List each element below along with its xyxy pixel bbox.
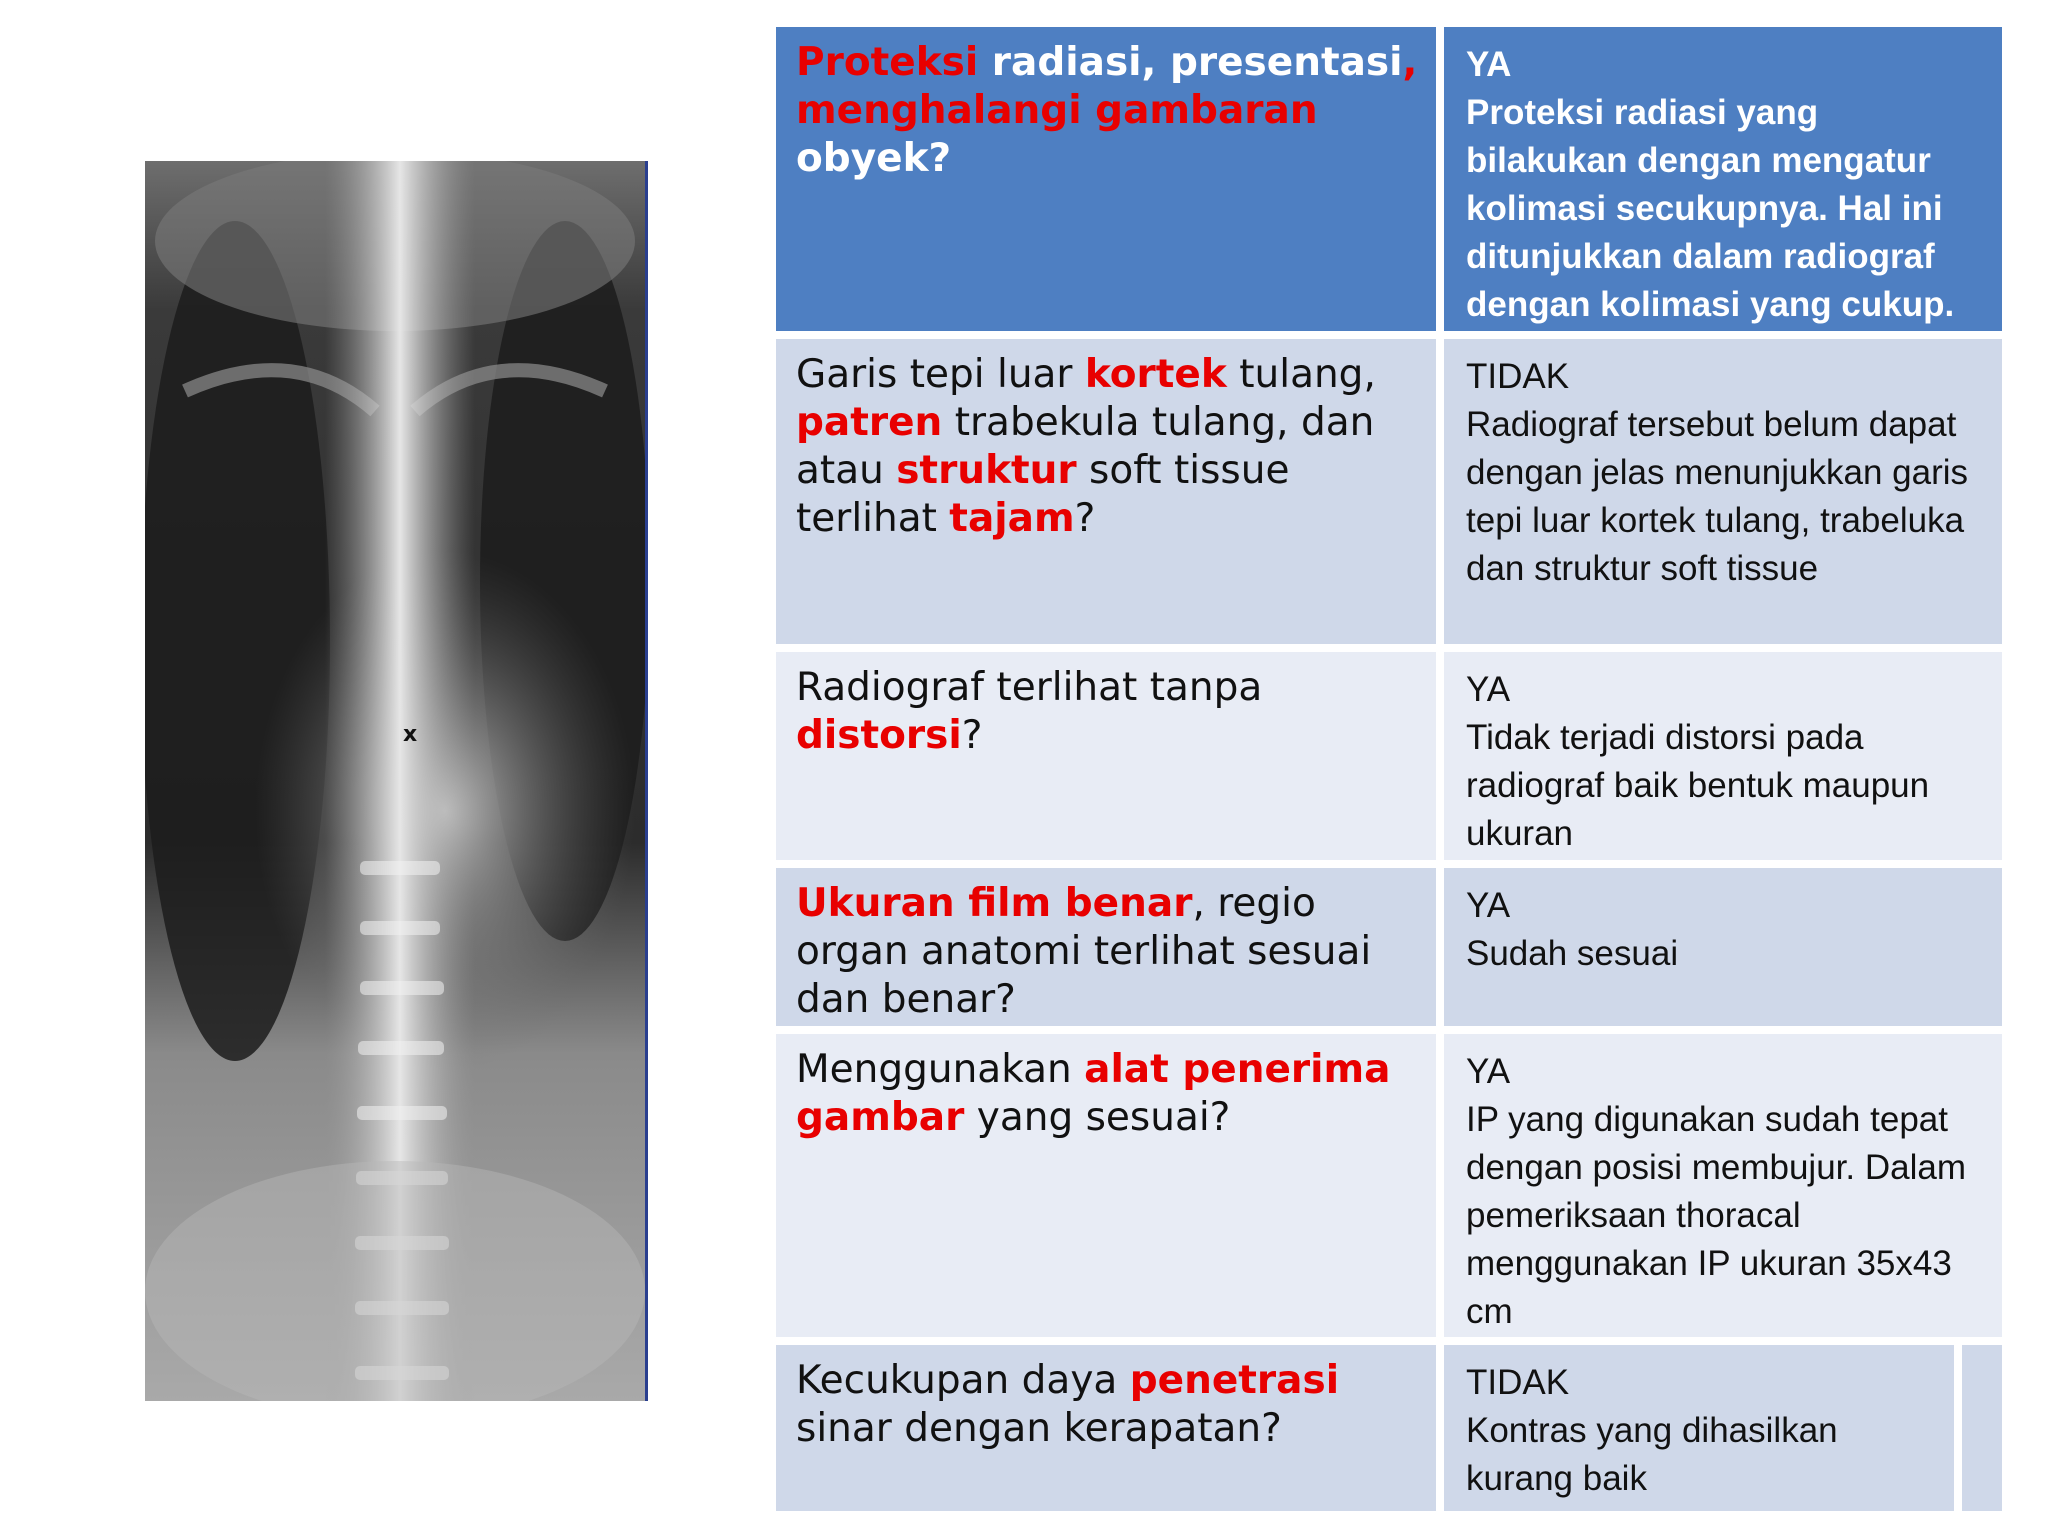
table-row <box>776 339 2002 652</box>
question-text: ? <box>961 713 983 758</box>
answer-text: Proteksi radiasi yang bilakukan dengan mengatur kolimasi secukupnya. Hal ini ditunjukkan dalam radiograf dengan kolimasi yang cukup. <box>1466 93 1955 324</box>
table-row <box>776 652 2002 868</box>
question-text: patren <box>796 400 943 445</box>
question-text: sinar dengan kerapatan? <box>796 1406 1282 1451</box>
answer-text: Radiograf tersebut belum dapat dengan jelas menunjukkan garis tepi luar kortek tulang, trabeluka dan struktur soft tissue <box>1466 405 1968 588</box>
chest-xray-image <box>145 161 648 1401</box>
question-text: obyek? <box>796 136 952 181</box>
verdict-label: TIDAK <box>1466 1363 1570 1402</box>
verdict-label: YA <box>1466 886 1511 925</box>
question-text: Kecukupan daya <box>796 1358 1130 1403</box>
question-text: kortek <box>1084 352 1227 397</box>
question-text: penetrasi <box>1129 1358 1340 1403</box>
question-text: ? <box>1074 496 1096 541</box>
question-text: Proteksi <box>796 40 979 85</box>
question-text: Radiograf terlihat tanpa <box>796 665 1263 710</box>
question-text: tajam <box>949 496 1075 541</box>
answer-cell <box>1444 868 2002 1026</box>
question-text: distorsi <box>796 713 962 758</box>
question-cell <box>776 27 1444 331</box>
question-text: yang sesuai? <box>964 1095 1231 1140</box>
question-text: radiasi, presentasi <box>978 40 1403 85</box>
answer-cell <box>1444 339 2002 644</box>
answer-cell <box>1444 652 2002 860</box>
answer-cell <box>1444 1345 1954 1511</box>
table-row <box>776 1034 2002 1345</box>
answer-cell <box>1444 1034 2002 1337</box>
question-cell <box>776 1034 1444 1337</box>
column-divider <box>1954 1345 1962 1511</box>
verdict-label: YA <box>1466 45 1512 84</box>
verdict-label: TIDAK <box>1466 357 1570 396</box>
answer-text: IP yang digunakan sudah tepat dengan posisi membujur. Dalam pemeriksaan thoracal menggunakan IP ukuran 35x43 cm <box>1466 1100 1966 1331</box>
answer-text: Sudah sesuai <box>1466 934 1679 973</box>
question-text: Menggunakan <box>796 1047 1085 1092</box>
table-row <box>776 868 2002 1034</box>
question-cell <box>776 868 1444 1026</box>
answer-text: Tidak terjadi distorsi pada radiograf baik bentuk maupun ukuran <box>1466 718 1930 853</box>
question-text: tulang, <box>1226 352 1376 397</box>
question-text: , regio organ anatomi terlihat sesuai dan benar? <box>796 881 1372 1022</box>
question-text: struktur <box>896 448 1077 493</box>
question-text: , menghalangi gambaran <box>796 40 1418 133</box>
answer-cell <box>1444 27 2002 331</box>
question-cell <box>776 652 1444 860</box>
evaluation-table <box>776 27 2002 1511</box>
question-text: Ukuran film benar <box>796 881 1193 926</box>
question-text: trabekula tulang, dan atau <box>796 400 1375 493</box>
answer-text: Kontras yang dihasilkan kurang baik <box>1466 1411 1838 1498</box>
verdict-label: YA <box>1466 670 1511 709</box>
question-cell <box>776 1345 1444 1511</box>
question-cell <box>776 339 1444 644</box>
verdict-label: YA <box>1466 1052 1511 1091</box>
question-text: soft tissue terlihat <box>796 448 1290 541</box>
svg-text:x: x <box>403 722 418 747</box>
table-row <box>776 1345 2002 1511</box>
question-text: Garis tepi luar <box>796 352 1085 397</box>
question-text: alat penerima gambar <box>796 1047 1391 1140</box>
table-row <box>776 27 2002 339</box>
extra-cell <box>1962 1345 2002 1511</box>
